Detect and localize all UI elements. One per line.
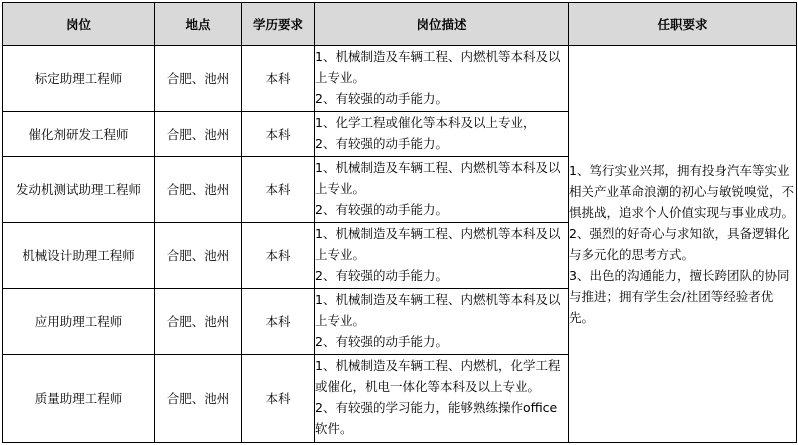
position-cell: 应用助理工程师	[3, 289, 155, 355]
position-cell: 催化剂研发工程师	[3, 112, 155, 157]
education-cell: 本科	[242, 223, 315, 289]
education-cell: 本科	[242, 157, 315, 223]
description-cell	[315, 157, 569, 223]
education-cell: 本科	[242, 112, 315, 157]
requirement-line: 2、强烈的好奇心与求知欲，具备逻辑化与多元化的思考方式。	[569, 226, 790, 262]
description-line: 1、机械制造及车辆工程、内燃机等本科及以上专业。	[315, 49, 561, 85]
description-line: 1、机械制造及车辆工程、内燃机，化学工程或催化，机电一体化等本科及以上专业。	[315, 358, 561, 394]
description-line: 2、有较强的动手能力。	[315, 202, 448, 217]
requirements-cell	[569, 46, 797, 443]
description-line: 2、有较强的学习能力，能够熟练操作office软件。	[315, 400, 558, 436]
description-line: 1、机械制造及车辆工程、内燃机等本科及以上专业。	[315, 160, 561, 196]
location-cell: 合肥、池州	[155, 157, 242, 223]
description-line: 2、有较强的动手能力。	[315, 136, 448, 151]
description-cell	[315, 112, 569, 157]
location-cell: 合肥、池州	[155, 46, 242, 112]
description-cell	[315, 223, 569, 289]
location-cell: 合肥、池州	[155, 355, 242, 443]
location-cell: 合肥、池州	[155, 112, 242, 157]
description-cell	[315, 289, 569, 355]
position-cell: 标定助理工程师	[3, 46, 155, 112]
description-line: 2、有较强的动手能力。	[315, 268, 448, 283]
description-line: 2、有较强的动手能力。	[315, 334, 448, 349]
description-line: 1、机械制造及车辆工程、内燃机等本科及以上专业。	[315, 226, 561, 262]
education-cell: 本科	[242, 289, 315, 355]
education-cell: 本科	[242, 355, 315, 443]
location-cell: 合肥、池州	[155, 289, 242, 355]
description-line: 1、化学工程或催化等本科及以上专业，	[315, 115, 536, 130]
requirement-line: 1、笃行实业兴邦，拥有投身汽车等实业相关产业革命浪潮的初心与敏锐嗅觉，不惧挑战，追求个人价值实现与事业成功。	[569, 163, 795, 220]
header-position: 岗位	[3, 3, 155, 46]
education-cell: 本科	[242, 46, 315, 112]
table-row	[3, 46, 797, 112]
header-row	[3, 3, 797, 46]
job-table	[2, 2, 797, 443]
description-line: 2、有较强的动手能力。	[315, 91, 448, 106]
position-cell: 发动机测试助理工程师	[3, 157, 155, 223]
header-location: 地点	[155, 3, 242, 46]
header-education: 学历要求	[242, 3, 315, 46]
header-requirements: 任职要求	[569, 3, 797, 46]
description-line: 1、机械制造及车辆工程、内燃机等本科及以上专业。	[315, 292, 561, 328]
requirement-line: 3、出色的沟通能力，擅长跨团队的协同与推进；拥有学生会/社团等经验者优先。	[569, 268, 790, 325]
position-cell: 机械设计助理工程师	[3, 223, 155, 289]
header-description: 岗位描述	[315, 3, 569, 46]
description-cell	[315, 46, 569, 112]
position-cell: 质量助理工程师	[3, 355, 155, 443]
description-cell	[315, 355, 569, 443]
location-cell: 合肥、池州	[155, 223, 242, 289]
